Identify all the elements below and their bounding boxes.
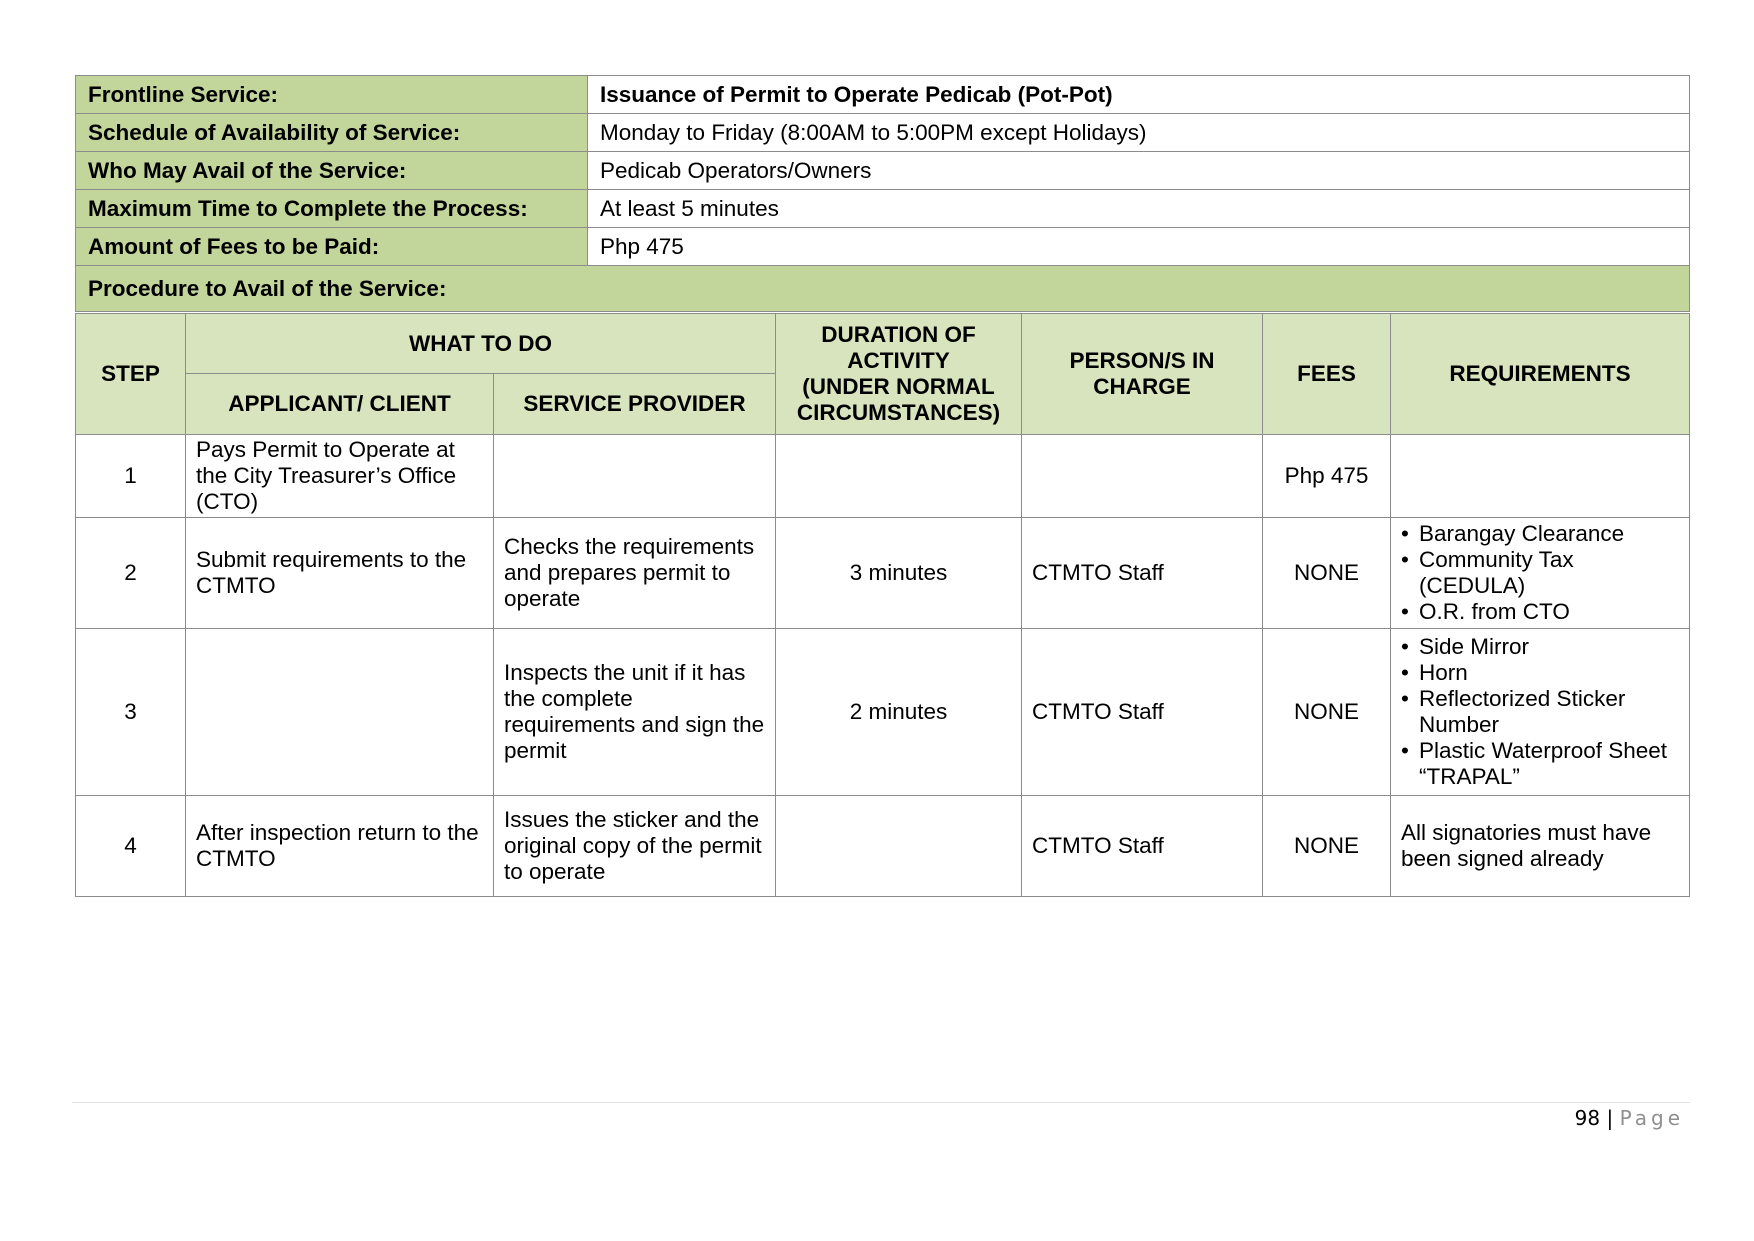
duration [776,435,1022,518]
fees: Php 475 [1263,435,1391,518]
step-number: 1 [76,435,186,518]
table-row [76,629,1690,796]
info-value: Pedicab Operators/Owners [588,152,1690,190]
applicant-action: Pays Permit to Operate at the City Treasurer’s Office (CTO) [186,435,494,518]
requirement-item: • Side Mirror [1401,634,1679,660]
person-in-charge: CTMTO Staff [1022,796,1263,897]
header-duration [776,314,1022,435]
provider-action: Inspects the unit if it has the complete requirements and sign the permit [494,629,776,796]
info-value: Issuance of Permit to Operate Pedicab (Pot-Pot) [588,76,1690,114]
page-number-footer [1575,1106,1684,1130]
table-row [76,518,1690,629]
provider-action: Checks the requirements and prepares permit to operate [494,518,776,629]
fees: NONE [1263,796,1391,897]
requirements [1391,629,1690,796]
header-service-provider: SERVICE PROVIDER [494,374,776,435]
header-person-in-charge: PERSON/S IN CHARGE [1022,314,1263,435]
table-row [76,796,1690,897]
header-what-to-do: WHAT TO DO [186,314,776,374]
info-value: At least 5 minutes [588,190,1690,228]
header-fees: FEES [1263,314,1391,435]
info-value: Monday to Friday (8:00AM to 5:00PM except Holidays) [588,114,1690,152]
info-row-who-may-avail [76,152,1690,190]
header-duration-line: CIRCUMSTANCES) [796,400,1001,425]
applicant-action: Submit requirements to the CTMTO [186,518,494,629]
procedure-heading: Procedure to Avail of the Service: [76,266,1690,312]
info-label: Amount of Fees to be Paid: [76,228,588,266]
provider-action: Issues the sticker and the original copy of the permit to operate [494,796,776,897]
requirements: All signatories must have been signed already [1391,796,1690,897]
table-row [76,435,1690,518]
duration: 3 minutes [776,518,1022,629]
info-row-frontline-service [76,76,1690,114]
header-duration-line: (UNDER NORMAL [802,374,995,399]
info-row-max-time [76,190,1690,228]
info-label: Frontline Service: [76,76,588,114]
duration [776,796,1022,897]
person-in-charge: CTMTO Staff [1022,518,1263,629]
requirement-item: • Reflectorized Sticker Number [1401,686,1679,738]
page-number: 98 [1574,1106,1601,1130]
procedure-table [75,313,1690,897]
requirements-list [1401,521,1679,625]
info-row-schedule [76,114,1690,152]
header-duration-line: ACTIVITY [847,348,950,373]
footer-divider [72,1102,1690,1103]
fees: NONE [1263,518,1391,629]
info-label: Who May Avail of the Service: [76,152,588,190]
step-number: 2 [76,518,186,629]
page-separator: | [1606,1106,1614,1130]
header-requirements: REQUIREMENTS [1391,314,1690,435]
service-info-table [75,75,1690,312]
requirement-item: • Barangay Clearance [1401,521,1679,547]
page-word: Page [1619,1106,1684,1130]
info-label: Maximum Time to Complete the Process: [76,190,588,228]
requirements-list [1401,634,1679,790]
header-applicant-client: APPLICANT/ CLIENT [186,374,494,435]
fees: NONE [1263,629,1391,796]
header-duration-line: DURATION OF [821,322,976,347]
person-in-charge: CTMTO Staff [1022,629,1263,796]
procedure-heading-row [76,266,1690,312]
step-number: 4 [76,796,186,897]
duration: 2 minutes [776,629,1022,796]
requirement-item: • Horn [1401,660,1679,686]
person-in-charge [1022,435,1263,518]
requirements [1391,435,1690,518]
provider-action [494,435,776,518]
info-value: Php 475 [588,228,1690,266]
header-row-1 [76,314,1690,374]
requirement-item: • Community Tax (CEDULA) [1401,547,1679,599]
applicant-action [186,629,494,796]
info-label: Schedule of Availability of Service: [76,114,588,152]
step-number: 3 [76,629,186,796]
requirement-item: • O.R. from CTO [1401,599,1679,625]
info-row-fees [76,228,1690,266]
header-step: STEP [76,314,186,435]
requirements [1391,518,1690,629]
requirement-item: • Plastic Waterproof Sheet “TRAPAL” [1401,738,1679,790]
applicant-action: After inspection return to the CTMTO [186,796,494,897]
